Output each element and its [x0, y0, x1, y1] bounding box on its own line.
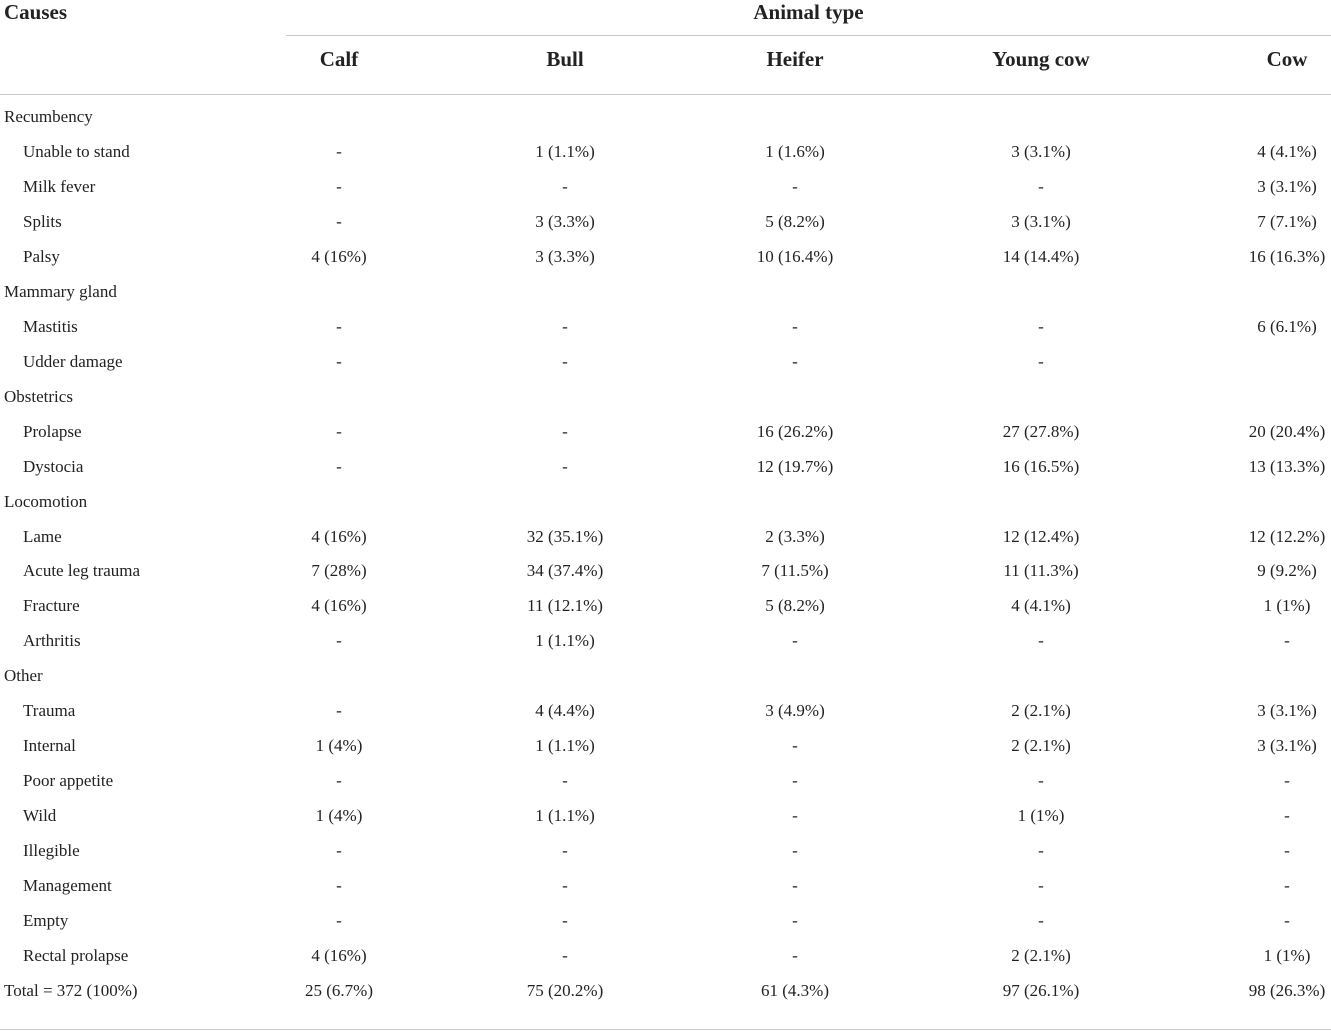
table-cell: 7 (28%) — [311, 561, 367, 581]
category-row — [0, 486, 1331, 521]
table-cell: 1 (4%) — [315, 806, 363, 826]
table-row — [0, 206, 1331, 241]
table-cell: 3 (3.1%) — [1011, 141, 1071, 161]
table-cell: 3 (3.3%) — [535, 246, 595, 266]
table-row — [0, 451, 1331, 486]
category-row — [0, 101, 1331, 136]
table-cell: - — [792, 176, 798, 196]
table-cell: - — [336, 841, 342, 861]
table-row — [0, 590, 1331, 625]
header-subrule — [286, 35, 1331, 36]
table-cell: 12 (12.2%) — [1248, 526, 1326, 546]
table-cell: 1 (1.1%) — [535, 141, 595, 161]
table-cell: 1 (1%) — [1263, 946, 1311, 966]
table-cell: 20 (20.4%) — [1248, 421, 1326, 441]
cause-label: Udder damage — [23, 351, 123, 371]
table-row — [0, 346, 1331, 381]
cause-label: Lame — [23, 526, 62, 546]
table-cell: - — [792, 841, 798, 861]
table-row — [0, 800, 1331, 835]
table-cell: - — [562, 911, 568, 931]
cause-label: Milk fever — [23, 176, 96, 196]
table-row — [0, 171, 1331, 206]
table-cell: 12 (19.7%) — [756, 456, 834, 476]
table-cell: 9 (9.2%) — [1257, 561, 1317, 581]
table-cell: - — [336, 701, 342, 721]
table-cell: 1 (1.1%) — [535, 736, 595, 756]
table-cell: - — [792, 736, 798, 756]
category-row — [0, 660, 1331, 695]
table-cell: - — [1284, 876, 1290, 896]
table-row — [0, 241, 1331, 276]
table-row — [0, 555, 1331, 590]
table-row — [0, 870, 1331, 905]
table-cell: - — [562, 421, 568, 441]
table-cell: - — [336, 876, 342, 896]
cause-label: Unable to stand — [23, 141, 130, 161]
table-cell: 10 (16.4%) — [756, 246, 834, 266]
cause-label: Poor appetite — [23, 771, 114, 791]
table-cell: 97 (26.1%) — [1002, 981, 1080, 1000]
column-header-bull: Bull — [546, 47, 584, 71]
table-cell: 2 (2.1%) — [1011, 701, 1071, 721]
table-cell: - — [1038, 771, 1044, 791]
table-cell: 61 (4.3%) — [761, 981, 829, 1000]
table-row — [0, 416, 1331, 451]
table-cell: 4 (16%) — [311, 946, 367, 966]
table-cell: - — [336, 911, 342, 931]
animal-type-header: Animal type — [753, 0, 864, 24]
cause-label: Internal — [23, 736, 76, 756]
category-row — [0, 276, 1331, 311]
table-row — [0, 905, 1331, 940]
table-cell: 98 (26.3%) — [1248, 981, 1326, 1000]
table-cell: 3 (3.1%) — [1257, 736, 1317, 756]
table-cell: - — [1038, 876, 1044, 896]
table-cell: - — [562, 876, 568, 896]
table-cell: - — [1284, 911, 1290, 931]
cause-label: Illegible — [23, 841, 80, 861]
table-cell: 32 (35.1%) — [526, 526, 604, 546]
table-cell: 2 (2.1%) — [1011, 736, 1071, 756]
table-cell: 4 (4.4%) — [535, 701, 595, 721]
table-cell: 5 (8.2%) — [765, 211, 825, 231]
table-cell: 2 (3.3%) — [765, 526, 825, 546]
cause-label: Splits — [23, 211, 62, 231]
table-cell: - — [336, 141, 342, 161]
cause-label: Acute leg trauma — [23, 561, 141, 581]
cause-label: Arthritis — [23, 631, 81, 651]
table-row — [0, 940, 1331, 975]
table-cell: - — [1284, 631, 1290, 651]
category-label: Obstetrics — [4, 386, 73, 406]
table-row — [0, 136, 1331, 171]
table-cell: - — [562, 351, 568, 371]
table-cell: 13 (13.3%) — [1248, 456, 1326, 476]
table-cell: - — [336, 421, 342, 441]
table-cell: - — [336, 351, 342, 371]
table-row — [0, 835, 1331, 870]
cause-label: Fracture — [23, 596, 80, 616]
table-cell: - — [792, 806, 798, 826]
table-row — [0, 730, 1331, 765]
table-cell: 1 (4%) — [315, 736, 363, 756]
table-cell: - — [792, 631, 798, 651]
table-cell: - — [562, 841, 568, 861]
table-cell: 3 (3.3%) — [535, 211, 595, 231]
table-row — [0, 311, 1331, 346]
bottom-rule — [0, 1029, 1331, 1030]
table-cell: 11 (11.3%) — [1003, 561, 1079, 581]
table-cell: - — [336, 176, 342, 196]
table-cell: 1 (1.6%) — [765, 141, 825, 161]
table-cell: - — [1284, 806, 1290, 826]
table-cell: - — [792, 876, 798, 896]
table-cell: - — [792, 771, 798, 791]
table-cell: 7 (7.1%) — [1257, 211, 1317, 231]
cause-label: Dystocia — [23, 456, 84, 476]
table-cell: - — [562, 176, 568, 196]
column-header-cow: Cow — [1266, 47, 1308, 71]
table-row — [0, 521, 1331, 556]
category-label: Other — [4, 666, 43, 686]
table-cell: - — [1038, 351, 1044, 371]
table-cell: 4 (4.1%) — [1011, 596, 1071, 616]
table-cell: - — [336, 211, 342, 231]
table-cell: 7 (11.5%) — [761, 561, 829, 581]
table-cell: 16 (26.2%) — [756, 421, 834, 441]
table-cell: - — [336, 456, 342, 476]
table-cell: 34 (37.4%) — [526, 561, 604, 581]
category-row — [0, 381, 1331, 416]
table-cell: 1 (1.1%) — [535, 806, 595, 826]
table-cell: 4 (16%) — [311, 526, 367, 546]
table-cell: - — [336, 631, 342, 651]
category-label: Locomotion — [4, 491, 88, 511]
table-cell: 14 (14.4%) — [1002, 246, 1080, 266]
cause-label: Wild — [23, 806, 57, 826]
header-rule — [0, 94, 1331, 95]
cause-label: Mastitis — [23, 316, 78, 336]
table-cell: - — [1284, 771, 1290, 791]
table-cell: 4 (4.1%) — [1257, 141, 1317, 161]
table-cell: - — [562, 946, 568, 966]
table-row — [0, 625, 1331, 660]
table-cell: - — [792, 316, 798, 336]
cause-label: Rectal prolapse — [23, 946, 129, 966]
table-row — [0, 765, 1331, 800]
table-cell: 5 (8.2%) — [765, 596, 825, 616]
total-row — [0, 975, 1331, 1010]
table-cell: 1 (1%) — [1017, 806, 1065, 826]
table-cell: - — [1038, 911, 1044, 931]
table-cell: 3 (3.1%) — [1257, 176, 1317, 196]
table-cell: 3 (3.1%) — [1257, 701, 1317, 721]
table-cell: 12 (12.4%) — [1002, 526, 1080, 546]
table-cell: 3 (3.1%) — [1011, 211, 1071, 231]
table-cell: - — [562, 771, 568, 791]
table-cell: - — [1284, 841, 1290, 861]
table-cell: - — [336, 771, 342, 791]
cause-label: Palsy — [23, 246, 60, 266]
table-cell: 11 (12.1%) — [527, 596, 603, 616]
table-cell: - — [792, 946, 798, 966]
table-cell: - — [1038, 631, 1044, 651]
table-cell: - — [1038, 841, 1044, 861]
table-cell: 16 (16.3%) — [1248, 246, 1326, 266]
category-label: Mammary gland — [4, 281, 117, 301]
cause-label: Total = 372 (100%) — [4, 981, 138, 1000]
table-cell: 4 (16%) — [311, 596, 367, 616]
table-cell: - — [562, 316, 568, 336]
cause-label: Empty — [23, 911, 69, 931]
column-header-calf: Calf — [319, 47, 359, 71]
category-label: Recumbency — [4, 107, 93, 126]
cause-label: Trauma — [23, 701, 76, 721]
table-cell: 1 (1%) — [1263, 596, 1311, 616]
table-cell: - — [562, 456, 568, 476]
column-header-young-cow: Young cow — [992, 47, 1090, 71]
table-cell: 2 (2.1%) — [1011, 946, 1071, 966]
table-cell: 75 (20.2%) — [526, 981, 604, 1000]
table-cell: 27 (27.8%) — [1002, 421, 1080, 441]
table-cell: - — [336, 316, 342, 336]
table-cell: 1 (1.1%) — [535, 631, 595, 651]
causes-header: Causes — [4, 0, 68, 24]
table-cell: 6 (6.1%) — [1257, 316, 1317, 336]
table-cell: - — [1038, 316, 1044, 336]
table-cell: - — [792, 911, 798, 931]
table-cell: - — [792, 351, 798, 371]
table-cell: 4 (16%) — [311, 246, 367, 266]
cause-label: Management — [23, 876, 112, 896]
column-header-heifer: Heifer — [766, 47, 824, 71]
table-cell: 16 (16.5%) — [1002, 456, 1080, 476]
table-cell: 3 (4.9%) — [765, 701, 825, 721]
cause-label: Prolapse — [23, 421, 82, 441]
table-cell: - — [1038, 176, 1044, 196]
table-cell: 25 (6.7%) — [305, 981, 373, 1000]
table-row — [0, 695, 1331, 730]
